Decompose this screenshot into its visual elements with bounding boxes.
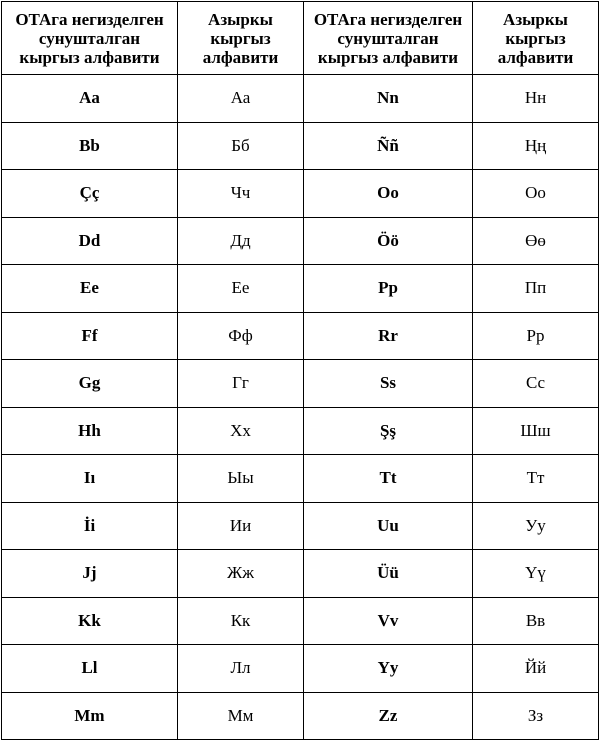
- current-cyrillic-letter: Үү: [473, 550, 599, 598]
- table-row: [2, 597, 599, 645]
- current-cyrillic-letter: Пп: [473, 265, 599, 313]
- proposed-latin-letter: Dd: [2, 217, 178, 265]
- proposed-latin-letter: Yy: [304, 645, 473, 693]
- proposed-latin-letter: Ss: [304, 360, 473, 408]
- table-row: [2, 645, 599, 693]
- current-cyrillic-letter: Оо: [473, 170, 599, 218]
- current-cyrillic-letter: Дд: [178, 217, 304, 265]
- proposed-latin-letter: Kk: [2, 597, 178, 645]
- table-row: [2, 312, 599, 360]
- proposed-latin-letter: Nn: [304, 75, 473, 123]
- current-cyrillic-letter: Уу: [473, 502, 599, 550]
- proposed-latin-letter: Ee: [2, 265, 178, 313]
- table-row: [2, 455, 599, 503]
- proposed-latin-letter: Oo: [304, 170, 473, 218]
- current-cyrillic-letter: Вв: [473, 597, 599, 645]
- table-body: [2, 75, 599, 740]
- current-cyrillic-letter: Ыы: [178, 455, 304, 503]
- current-cyrillic-letter: Нн: [473, 75, 599, 123]
- proposed-latin-letter: Zz: [304, 692, 473, 740]
- header-line: ОТАга негизделген: [15, 9, 164, 29]
- header-line: кыргыз: [210, 28, 271, 48]
- header-line: сунушталган: [337, 28, 439, 48]
- header-line: алфавити: [202, 47, 279, 67]
- proposed-latin-letter: Aa: [2, 75, 178, 123]
- current-cyrillic-letter: Ии: [178, 502, 304, 550]
- proposed-latin-letter: Tt: [304, 455, 473, 503]
- proposed-latin-letter: Mm: [2, 692, 178, 740]
- proposed-latin-letter: Öö: [304, 217, 473, 265]
- header-line: ОТАга негизделген: [313, 9, 463, 29]
- current-cyrillic-letter: Зз: [473, 692, 599, 740]
- proposed-latin-letter: Uu: [304, 502, 473, 550]
- current-cyrillic-letter: Аа: [178, 75, 304, 123]
- current-cyrillic-letter: Фф: [178, 312, 304, 360]
- proposed-latin-letter: Jj: [2, 550, 178, 598]
- current-cyrillic-letter: Йй: [473, 645, 599, 693]
- current-cyrillic-letter: Чч: [178, 170, 304, 218]
- current-cyrillic-letter: Шш: [473, 407, 599, 455]
- header-proposed-alphabet-left: [2, 2, 178, 75]
- header-line: кыргыз: [505, 28, 566, 48]
- table-row: [2, 502, 599, 550]
- current-cyrillic-letter: Кк: [178, 597, 304, 645]
- alphabet-table: [1, 1, 599, 740]
- current-cyrillic-letter: Тт: [473, 455, 599, 503]
- current-cyrillic-letter: Сс: [473, 360, 599, 408]
- table-row: [2, 407, 599, 455]
- proposed-latin-letter: Şş: [304, 407, 473, 455]
- header-row: [2, 2, 599, 75]
- current-cyrillic-letter: Лл: [178, 645, 304, 693]
- table-row: [2, 692, 599, 740]
- current-cyrillic-letter: Рр: [473, 312, 599, 360]
- header-current-alphabet-left: [178, 2, 304, 75]
- current-cyrillic-letter: Жж: [178, 550, 304, 598]
- proposed-latin-letter: Vv: [304, 597, 473, 645]
- header-line: алфавити: [497, 47, 574, 67]
- table-row: [2, 265, 599, 313]
- header-line: кыргыз алфавити: [317, 47, 459, 67]
- table-row: [2, 550, 599, 598]
- header-proposed-alphabet-right: [304, 2, 473, 75]
- current-cyrillic-letter: Мм: [178, 692, 304, 740]
- proposed-latin-letter: Hh: [2, 407, 178, 455]
- table-row: [2, 122, 599, 170]
- proposed-latin-letter: Pp: [304, 265, 473, 313]
- header-line: Азыркы: [208, 9, 273, 29]
- header-line: кыргыз алфавити: [19, 47, 160, 67]
- proposed-latin-letter: Gg: [2, 360, 178, 408]
- table-row: [2, 170, 599, 218]
- table-row: [2, 75, 599, 123]
- proposed-latin-letter: Rr: [304, 312, 473, 360]
- header-current-alphabet-right: [473, 2, 599, 75]
- proposed-latin-letter: Ññ: [304, 122, 473, 170]
- proposed-latin-letter: Üü: [304, 550, 473, 598]
- current-cyrillic-letter: Бб: [178, 122, 304, 170]
- header-line: сунушталган: [38, 28, 141, 48]
- table-row: [2, 217, 599, 265]
- current-cyrillic-letter: Гг: [178, 360, 304, 408]
- current-cyrillic-letter: Ңң: [473, 122, 599, 170]
- header-line: Азыркы: [503, 9, 568, 29]
- proposed-latin-letter: Çç: [2, 170, 178, 218]
- proposed-latin-letter: Ll: [2, 645, 178, 693]
- proposed-latin-letter: Ff: [2, 312, 178, 360]
- current-cyrillic-letter: Хх: [178, 407, 304, 455]
- proposed-latin-letter: İi: [2, 502, 178, 550]
- proposed-latin-letter: Iı: [2, 455, 178, 503]
- current-cyrillic-letter: Өө: [473, 217, 599, 265]
- proposed-latin-letter: Bb: [2, 122, 178, 170]
- table-row: [2, 360, 599, 408]
- current-cyrillic-letter: Ее: [178, 265, 304, 313]
